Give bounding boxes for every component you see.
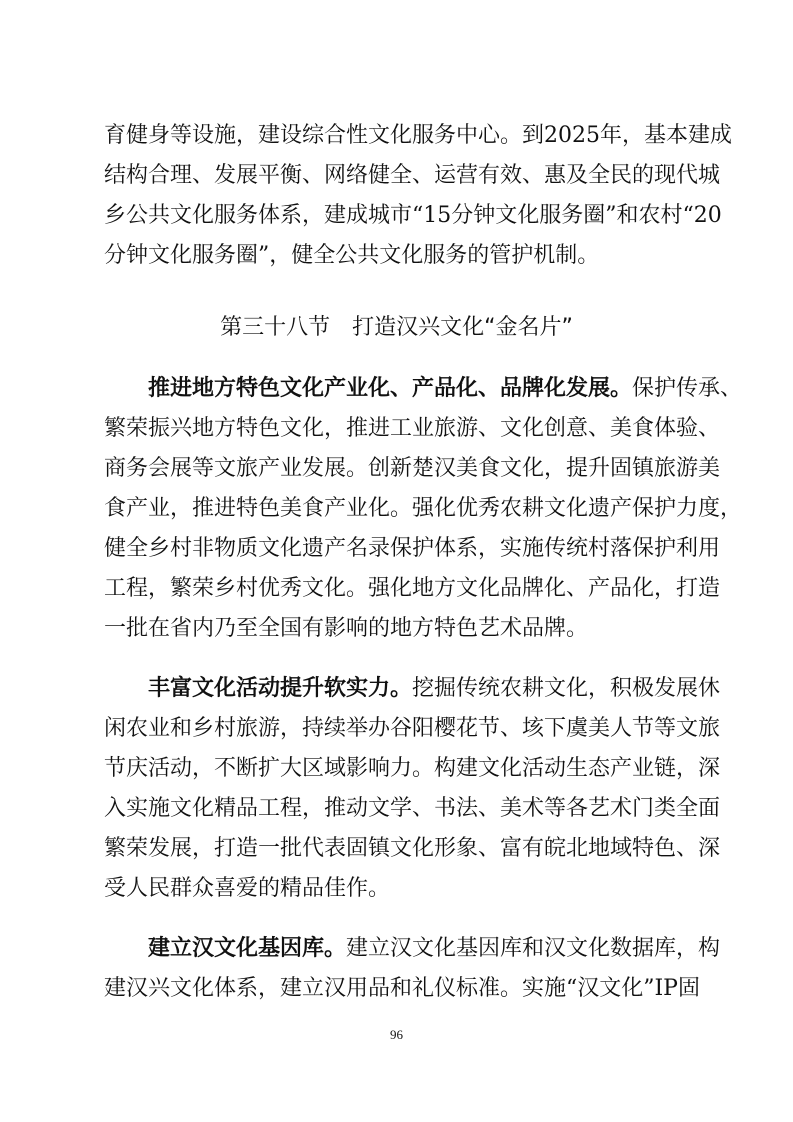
- paragraph-2-line: 受人民群众喜爱的精品佳作。: [104, 876, 391, 901]
- paragraph-2-first-line: [148, 669, 721, 709]
- paragraph-1-line: 一批在省内乃至全国有影响的地方特色艺术品牌。: [104, 616, 589, 641]
- paragraph-1-line: 工程，繁荣乡村优秀文化。强化地方文化品牌化、产品化，打造: [104, 576, 721, 601]
- intro-line-4: 分钟文化服务圈”，健全公共文化服务的管护机制。: [104, 243, 600, 268]
- paragraph-1-first-rest: 保护传承、: [632, 376, 743, 401]
- paragraph-1-first-line: [148, 369, 743, 409]
- paragraph-1-line: 繁荣振兴地方特色文化，推进工业旅游、文化创意、美食体验、: [104, 416, 721, 441]
- intro-line-3: 乡公共文化服务体系，建成城市“15分钟文化服务圈”和农村“20: [104, 203, 722, 228]
- paragraph-1-line: 商务会展等文旅产业发展。创新楚汉美食文化，提升固镇旅游美: [104, 456, 721, 481]
- intro-line-1: 育健身等设施，建设综合性文化服务中心。到2025年，基本建成: [104, 123, 732, 148]
- section-heading: [0, 308, 793, 348]
- page-number: 96: [390, 1027, 403, 1042]
- paragraph-3-first-line: [148, 929, 721, 969]
- paragraph-1-line: 健全乡村非物质文化遗产名录保护体系，实施传统村落保护利用: [104, 536, 721, 561]
- section-number: 第三十八节: [220, 315, 331, 340]
- paragraph-1-line: 食产业，推进特色美食产业化。强化优秀农耕文化遗产保护力度，: [104, 496, 743, 521]
- paragraph-2-line: 闲农业和乡村旅游，持续举办谷阳樱花节、垓下虞美人节等文旅: [104, 716, 721, 741]
- intro-line-2: 结构合理、发展平衡、网络健全、运营有效、惠及全民的现代城: [104, 163, 721, 188]
- paragraph-2-lead: 丰富文化活动提升软实力。: [148, 676, 413, 701]
- paragraph-1-lead: 推进地方特色文化产业化、产品化、品牌化发展。: [148, 376, 633, 401]
- paragraph-3-line: 建汉兴文化体系，建立汉用品和礼仪标准。实施“汉文化”IP固: [104, 976, 700, 1001]
- paragraph-3-lead: 建立汉文化基因库。: [148, 936, 347, 961]
- paragraph-2-first-rest: 挖掘传统农耕文化，积极发展休: [412, 676, 721, 701]
- paragraph-2-line: 入实施文化精品工程，推动文学、书法、美术等各艺术门类全面: [104, 796, 721, 821]
- paragraph-2-line: 节庆活动，不断扩大区域影响力。构建文化活动生态产业链，深: [104, 756, 721, 781]
- section-title: 打造汉兴文化“金名片”: [352, 315, 573, 340]
- paragraph-3-first-rest: 建立汉文化基因库和汉文化数据库，构: [346, 936, 721, 961]
- paragraph-2-line: 繁荣发展，打造一批代表固镇文化形象、富有皖北地域特色、深: [104, 836, 721, 861]
